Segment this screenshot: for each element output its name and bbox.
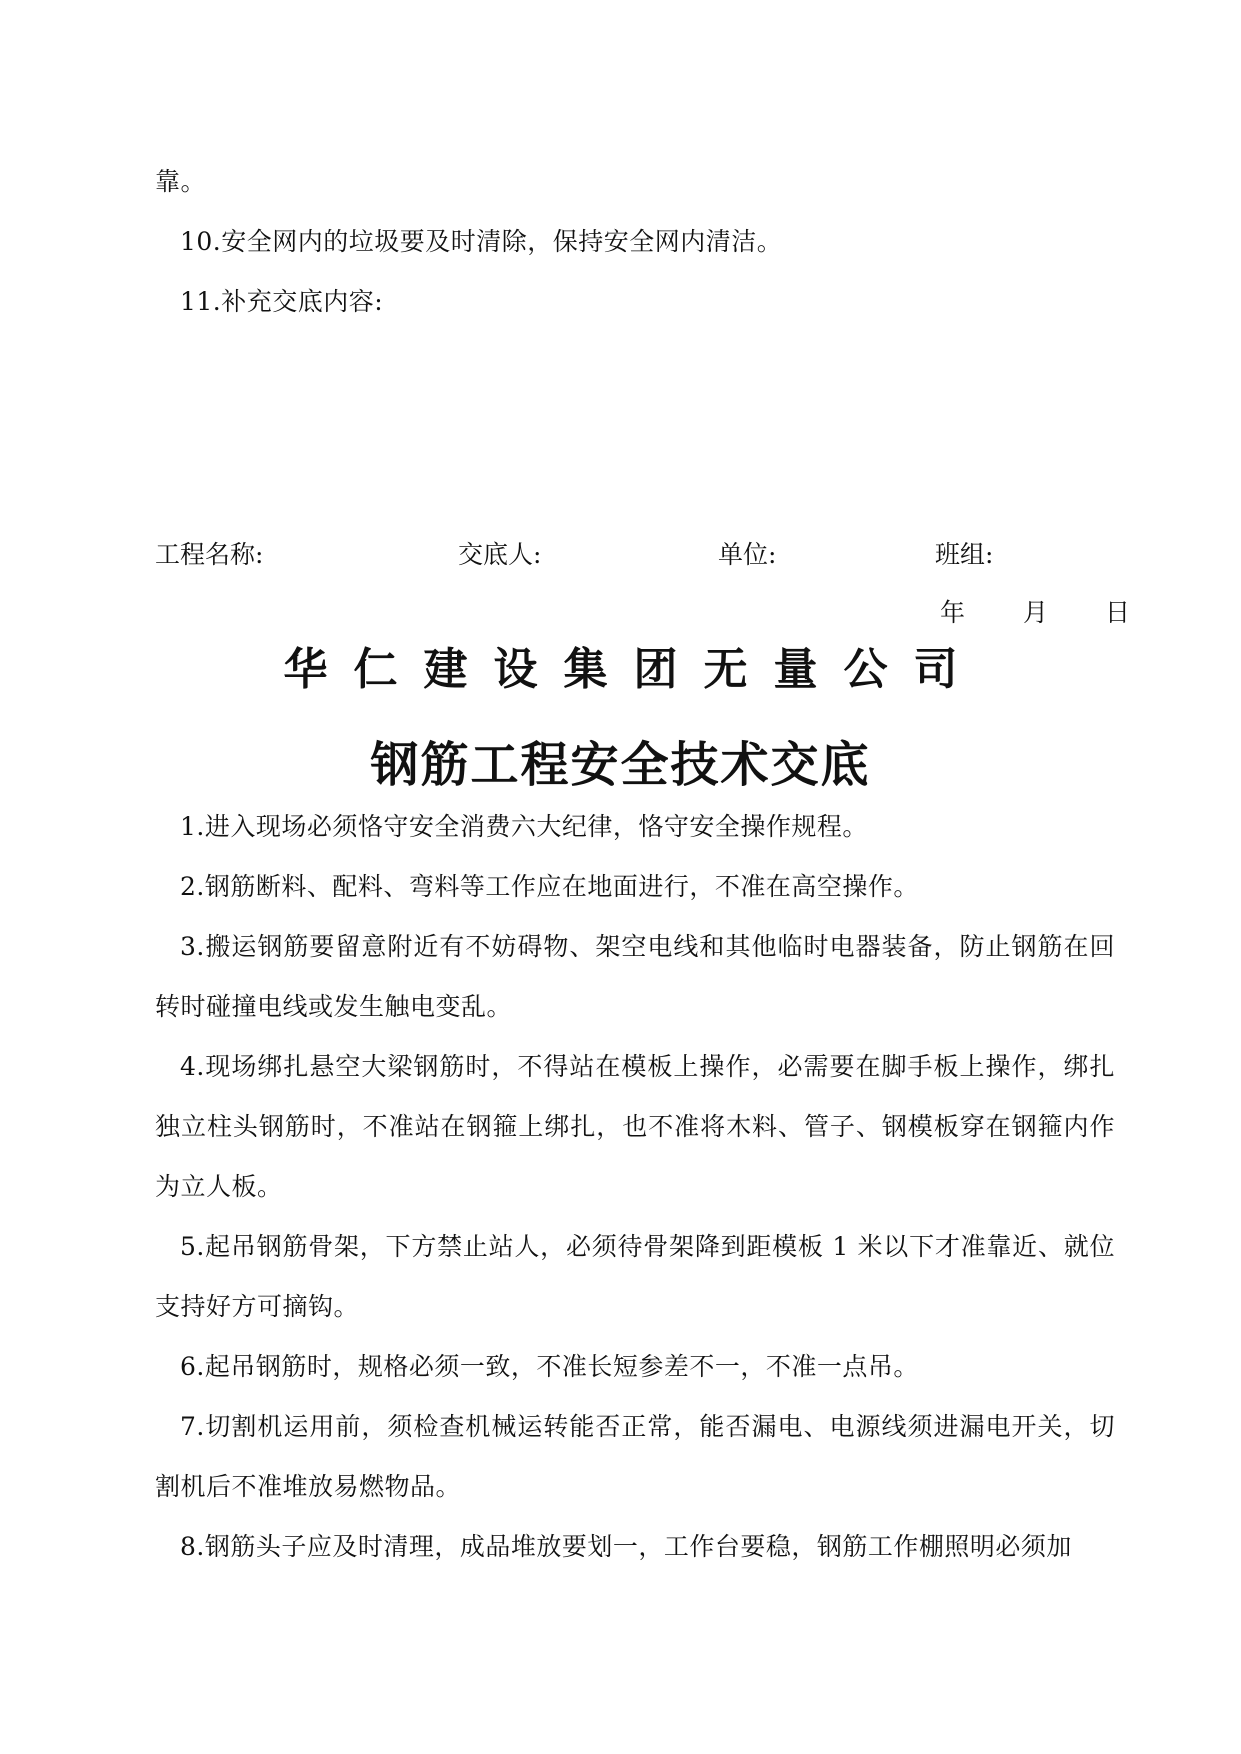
- unit-label: 单位:: [718, 540, 777, 569]
- date-year-label: 年: [940, 598, 966, 627]
- company-name: 华仁建设集团无量公司: [283, 644, 984, 695]
- team-label: 班组:: [935, 540, 994, 569]
- project-name-label: 工程名称:: [155, 540, 264, 569]
- signature-row: [0, 525, 1241, 585]
- person-label: 交底人:: [458, 540, 542, 569]
- date-day-label: 日: [1105, 598, 1131, 627]
- list-item: 4.现场绑扎悬空大梁钢筋时，不得站在模板上操作，必需要在脚手板上操作，绑扎独立柱头钢筋时，不准站在钢箍上绑扎，也不准将木料、管子、钢模板穿在钢箍内作为立人板。: [155, 1052, 1115, 1201]
- list-item: 7.切割机运用前，须检查机械运转能否正常，能否漏电、电源线须进漏电开关，切割机后不准堆放易燃物品。: [155, 1412, 1115, 1501]
- continuation-text: 靠。: [155, 167, 207, 196]
- date-month-label: 月: [1023, 598, 1049, 627]
- list-item: 2.钢筋断料、配料、弯料等工作应在地面进行，不准在高空操作。: [180, 872, 919, 901]
- item-11: 11.补充交底内容:: [180, 287, 384, 316]
- list-item: 3.搬运钢筋要留意附近有不妨碍物、架空电线和其他临时电器装备，防止钢筋在回转时碰撞电线或发生触电变乱。: [155, 932, 1115, 1021]
- list-item: 8.钢筋头子应及时清理，成品堆放要划一，工作台要稳，钢筋工作棚照明必须加: [180, 1532, 1072, 1561]
- list-item: 6.起吊钢筋时，规格必须一致，不准长短参差不一，不准一点吊。: [180, 1352, 919, 1381]
- list-item: 1.进入现场必须恪守安全消费六大纪律，恪守安全操作规程。: [180, 812, 868, 841]
- list-item: 5.起吊钢筋骨架，下方禁止站人，必须待骨架降到距模板 1 米以下才准靠近、就位支持好方可摘钩。: [155, 1232, 1115, 1321]
- date-row: [0, 583, 1241, 643]
- document-title: 钢筋工程安全技术交底: [370, 737, 871, 793]
- item-10: 10.安全网内的垃圾要及时清除，保持安全网内清洁。: [180, 227, 783, 256]
- items-list: [155, 797, 1115, 1577]
